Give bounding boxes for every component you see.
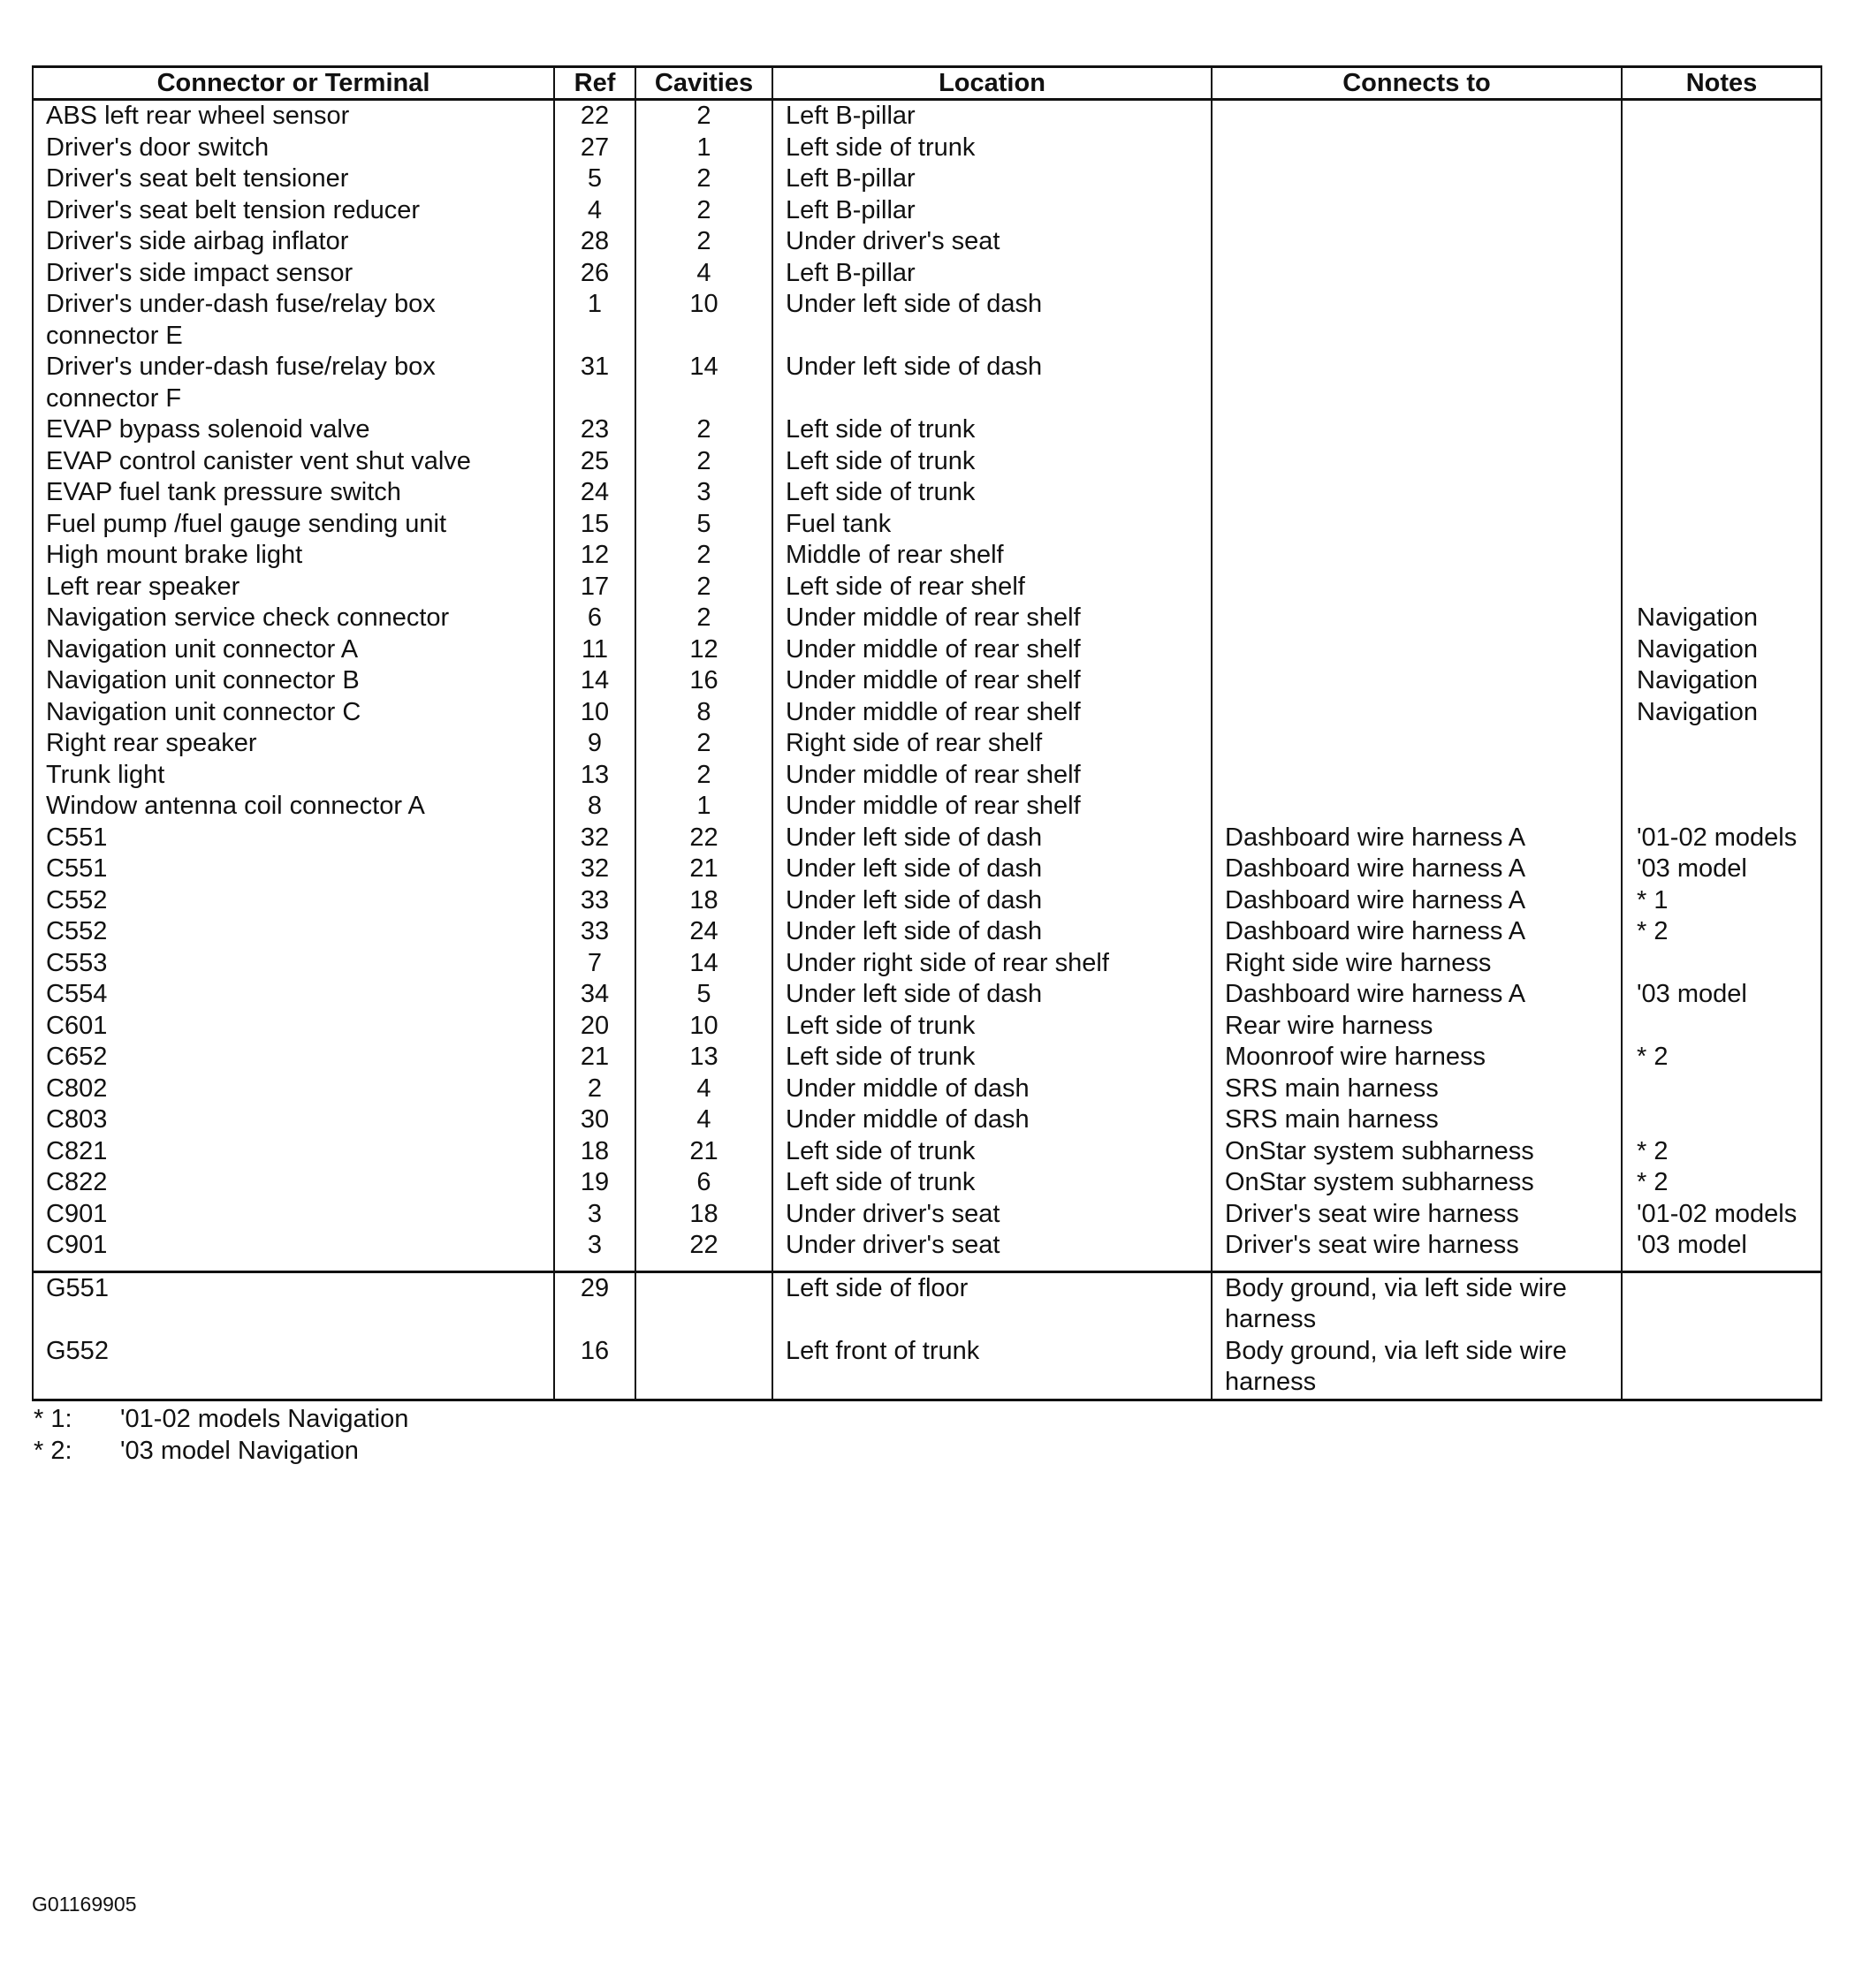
footnote-text: '01-02 models Navigation	[120, 1404, 409, 1433]
cell-cavities	[635, 1271, 772, 1336]
footnote-text: '03 model Navigation	[120, 1436, 359, 1465]
cell-ref: 17	[554, 572, 635, 603]
cell-notes: * 2	[1622, 1167, 1821, 1199]
cell-location: Under left side of dash	[772, 979, 1212, 1011]
cell-ref: 5	[554, 163, 635, 195]
cell-cavities: 10	[635, 1011, 772, 1043]
cell-connector: C821	[33, 1136, 554, 1168]
cell-connector: Driver's side impact sensor	[33, 258, 554, 290]
cell-connects-to: Moonroof wire harness	[1212, 1042, 1622, 1074]
table-row	[33, 603, 1821, 634]
cell-location: Under driver's seat	[772, 226, 1212, 258]
cell-connects-to: Dashboard wire harness A	[1212, 979, 1622, 1011]
cell-location: Left B-pillar	[772, 258, 1212, 290]
cell-cavities: 2	[635, 195, 772, 227]
cell-cavities: 10	[635, 289, 772, 352]
table-row	[33, 823, 1821, 854]
cell-ref: 18	[554, 1136, 635, 1168]
cell-connects-to	[1212, 258, 1622, 290]
table-row	[33, 1167, 1821, 1199]
table-row	[33, 540, 1821, 572]
cell-connector: High mount brake light	[33, 540, 554, 572]
cell-connects-to	[1212, 540, 1622, 572]
table-header-row	[33, 67, 1821, 100]
cell-connector: Driver's door switch	[33, 133, 554, 164]
cell-cavities: 21	[635, 854, 772, 885]
cell-notes	[1622, 540, 1821, 572]
cell-connector: Left rear speaker	[33, 572, 554, 603]
cell-connector: C803	[33, 1104, 554, 1136]
table-row	[33, 1136, 1821, 1168]
cell-notes	[1622, 133, 1821, 164]
cell-ref: 3	[554, 1230, 635, 1271]
cell-cavities: 4	[635, 258, 772, 290]
cell-connector: ABS left rear wheel sensor	[33, 100, 554, 133]
cell-location: Left side of trunk	[772, 1042, 1212, 1074]
cell-cavities: 4	[635, 1074, 772, 1105]
cell-location: Left B-pillar	[772, 195, 1212, 227]
cell-ref: 9	[554, 728, 635, 760]
footnote-key: * 1:	[34, 1404, 72, 1433]
cell-connects-to	[1212, 728, 1622, 760]
cell-location: Left side of trunk	[772, 477, 1212, 509]
footnote-2	[32, 1435, 1821, 1467]
cell-location: Under left side of dash	[772, 885, 1212, 917]
table-row	[33, 226, 1821, 258]
cell-notes	[1622, 509, 1821, 541]
table-row	[33, 133, 1821, 164]
header-notes: Notes	[1622, 67, 1821, 100]
table-row	[33, 979, 1821, 1011]
cell-notes: Navigation	[1622, 603, 1821, 634]
connector-table	[32, 65, 1822, 1401]
cell-connector: Navigation unit connector A	[33, 634, 554, 666]
cell-cavities: 2	[635, 603, 772, 634]
cell-notes	[1622, 1074, 1821, 1105]
cell-location: Under left side of dash	[772, 916, 1212, 948]
cell-cavities: 5	[635, 509, 772, 541]
cell-connects-to	[1212, 603, 1622, 634]
cell-location: Left side of trunk	[772, 414, 1212, 446]
cell-ref: 31	[554, 352, 635, 414]
cell-connector: Driver's side airbag inflator	[33, 226, 554, 258]
cell-location: Under left side of dash	[772, 854, 1212, 885]
table-row	[33, 728, 1821, 760]
cell-connector: C553	[33, 948, 554, 980]
cell-location: Under middle of dash	[772, 1104, 1212, 1136]
cell-notes	[1622, 572, 1821, 603]
cell-cavities: 3	[635, 477, 772, 509]
cell-cavities: 14	[635, 352, 772, 414]
cell-location: Under middle of dash	[772, 1074, 1212, 1105]
cell-notes	[1622, 446, 1821, 478]
table-row	[33, 195, 1821, 227]
cell-location: Left B-pillar	[772, 100, 1212, 133]
cell-ref: 34	[554, 979, 635, 1011]
cell-notes: Navigation	[1622, 697, 1821, 729]
cell-ref: 33	[554, 885, 635, 917]
cell-connects-to	[1212, 163, 1622, 195]
cell-cavities: 2	[635, 100, 772, 133]
cell-cavities: 2	[635, 760, 772, 792]
cell-notes: '03 model	[1622, 854, 1821, 885]
cell-connector: EVAP bypass solenoid valve	[33, 414, 554, 446]
cell-cavities: 18	[635, 1199, 772, 1231]
cell-notes	[1622, 948, 1821, 980]
cell-ref: 25	[554, 446, 635, 478]
cell-connects-to: SRS main harness	[1212, 1074, 1622, 1105]
cell-cavities: 14	[635, 948, 772, 980]
cell-connects-to	[1212, 446, 1622, 478]
cell-location: Left front of trunk	[772, 1336, 1212, 1400]
cell-ref: 24	[554, 477, 635, 509]
cell-location: Left side of trunk	[772, 133, 1212, 164]
cell-notes	[1622, 728, 1821, 760]
cell-connects-to	[1212, 352, 1622, 414]
cell-ref: 8	[554, 791, 635, 823]
cell-ref: 23	[554, 414, 635, 446]
cell-location: Right side of rear shelf	[772, 728, 1212, 760]
cell-ref: 14	[554, 665, 635, 697]
cell-notes: * 2	[1622, 1042, 1821, 1074]
cell-notes	[1622, 1011, 1821, 1043]
cell-location: Under left side of dash	[772, 823, 1212, 854]
table-row	[33, 1074, 1821, 1105]
cell-notes	[1622, 195, 1821, 227]
cell-location: Under left side of dash	[772, 352, 1212, 414]
cell-connector: Navigation unit connector C	[33, 697, 554, 729]
cell-notes: * 2	[1622, 1136, 1821, 1168]
cell-ref: 16	[554, 1336, 635, 1400]
table-row	[33, 509, 1821, 541]
header-ref: Ref	[554, 67, 635, 100]
cell-cavities: 2	[635, 414, 772, 446]
cell-location: Under driver's seat	[772, 1230, 1212, 1271]
footnote-1	[32, 1403, 1821, 1435]
cell-connects-to: Dashboard wire harness A	[1212, 885, 1622, 917]
cell-location: Middle of rear shelf	[772, 540, 1212, 572]
ground-row	[33, 1271, 1821, 1336]
cell-ref: 30	[554, 1104, 635, 1136]
table-row	[33, 1104, 1821, 1136]
table-row	[33, 1230, 1821, 1271]
cell-location: Left side of floor	[772, 1271, 1212, 1336]
cell-notes	[1622, 289, 1821, 352]
cell-connects-to: OnStar system subharness	[1212, 1136, 1622, 1168]
cell-location: Under middle of rear shelf	[772, 791, 1212, 823]
cell-connector: Right rear speaker	[33, 728, 554, 760]
cell-ref: 21	[554, 1042, 635, 1074]
cell-notes: * 2	[1622, 916, 1821, 948]
cell-cavities: 8	[635, 697, 772, 729]
cell-ref: 32	[554, 823, 635, 854]
cell-ref: 28	[554, 226, 635, 258]
cell-ref: 4	[554, 195, 635, 227]
cell-cavities: 16	[635, 665, 772, 697]
cell-connects-to	[1212, 133, 1622, 164]
cell-connector: C552	[33, 916, 554, 948]
table-row	[33, 258, 1821, 290]
cell-ref: 15	[554, 509, 635, 541]
cell-cavities: 18	[635, 885, 772, 917]
cell-ref: 32	[554, 854, 635, 885]
cell-connector: C802	[33, 1074, 554, 1105]
cell-ref: 33	[554, 916, 635, 948]
cell-ref: 19	[554, 1167, 635, 1199]
cell-ref: 1	[554, 289, 635, 352]
cell-connects-to: Right side wire harness	[1212, 948, 1622, 980]
cell-connects-to	[1212, 226, 1622, 258]
cell-location: Under middle of rear shelf	[772, 665, 1212, 697]
cell-notes: * 1	[1622, 885, 1821, 917]
table-row	[33, 948, 1821, 980]
cell-cavities: 2	[635, 728, 772, 760]
cell-connector: C652	[33, 1042, 554, 1074]
cell-connector: C552	[33, 885, 554, 917]
cell-location: Left side of trunk	[772, 1136, 1212, 1168]
cell-location: Left side of trunk	[772, 1167, 1212, 1199]
cell-ref: 12	[554, 540, 635, 572]
cell-ref: 11	[554, 634, 635, 666]
cell-cavities: 21	[635, 1136, 772, 1168]
cell-connector: Window antenna coil connector A	[33, 791, 554, 823]
cell-connector: Driver's seat belt tensioner	[33, 163, 554, 195]
cell-cavities: 2	[635, 540, 772, 572]
cell-notes: '01-02 models	[1622, 823, 1821, 854]
cell-notes	[1622, 1104, 1821, 1136]
cell-ref: 7	[554, 948, 635, 980]
cell-connector: C901	[33, 1199, 554, 1231]
cell-notes: '01-02 models	[1622, 1199, 1821, 1231]
cell-connector: Trunk light	[33, 760, 554, 792]
table-row	[33, 414, 1821, 446]
cell-connects-to	[1212, 634, 1622, 666]
cell-connector: Driver's seat belt tension reducer	[33, 195, 554, 227]
header-connector: Connector or Terminal	[33, 67, 554, 100]
cell-connects-to	[1212, 697, 1622, 729]
cell-notes	[1622, 414, 1821, 446]
cell-ref: 3	[554, 1199, 635, 1231]
table-row	[33, 854, 1821, 885]
cell-cavities: 2	[635, 572, 772, 603]
cell-connector: Navigation service check connector	[33, 603, 554, 634]
cell-connector: EVAP fuel tank pressure switch	[33, 477, 554, 509]
cell-cavities: 22	[635, 1230, 772, 1271]
cell-connects-to: Body ground, via left side wire harness	[1212, 1336, 1622, 1400]
cell-connects-to: Dashboard wire harness A	[1212, 854, 1622, 885]
cell-connects-to	[1212, 572, 1622, 603]
cell-connects-to	[1212, 414, 1622, 446]
cell-notes	[1622, 163, 1821, 195]
ground-rows	[33, 1271, 1821, 1400]
cell-notes: '03 model	[1622, 1230, 1821, 1271]
cell-notes	[1622, 100, 1821, 133]
table-row	[33, 916, 1821, 948]
cell-location: Under middle of rear shelf	[772, 697, 1212, 729]
cell-notes: '03 model	[1622, 979, 1821, 1011]
table-row	[33, 1042, 1821, 1074]
cell-ref: 26	[554, 258, 635, 290]
cell-connects-to	[1212, 289, 1622, 352]
cell-connects-to	[1212, 791, 1622, 823]
cell-connects-to: Rear wire harness	[1212, 1011, 1622, 1043]
cell-connects-to	[1212, 195, 1622, 227]
cell-connector: C822	[33, 1167, 554, 1199]
cell-location: Under left side of dash	[772, 289, 1212, 352]
cell-notes: Navigation	[1622, 634, 1821, 666]
cell-cavities: 13	[635, 1042, 772, 1074]
cell-ref: 10	[554, 697, 635, 729]
cell-notes	[1622, 226, 1821, 258]
table-row	[33, 446, 1821, 478]
cell-connector: Driver's under-dash fuse/relay box connector F	[33, 352, 554, 414]
cell-cavities: 6	[635, 1167, 772, 1199]
cell-connects-to: Dashboard wire harness A	[1212, 823, 1622, 854]
table-row	[33, 885, 1821, 917]
cell-cavities: 5	[635, 979, 772, 1011]
cell-location: Under right side of rear shelf	[772, 948, 1212, 980]
cell-cavities: 1	[635, 133, 772, 164]
footnote-key: * 2:	[34, 1436, 72, 1465]
connector-table-document	[32, 65, 1821, 1467]
cell-connector: Driver's under-dash fuse/relay box connector E	[33, 289, 554, 352]
cell-cavities: 2	[635, 226, 772, 258]
cell-connects-to	[1212, 509, 1622, 541]
cell-location: Under middle of rear shelf	[772, 634, 1212, 666]
cell-connector: C554	[33, 979, 554, 1011]
cell-cavities: 2	[635, 446, 772, 478]
cell-connects-to: Driver's seat wire harness	[1212, 1199, 1622, 1231]
table-row	[33, 572, 1821, 603]
table-row	[33, 760, 1821, 792]
cell-connector: G551	[33, 1271, 554, 1336]
cell-connector: Fuel pump /fuel gauge sending unit	[33, 509, 554, 541]
cell-location: Left B-pillar	[772, 163, 1212, 195]
cell-connector: C551	[33, 854, 554, 885]
header-connects-to: Connects to	[1212, 67, 1622, 100]
figure-code: G01169905	[32, 1893, 137, 1916]
cell-connects-to	[1212, 100, 1622, 133]
footnotes	[32, 1403, 1821, 1467]
cell-cavities: 4	[635, 1104, 772, 1136]
cell-notes: Navigation	[1622, 665, 1821, 697]
table-row	[33, 634, 1821, 666]
cell-location: Under middle of rear shelf	[772, 760, 1212, 792]
cell-connector: C901	[33, 1230, 554, 1271]
ground-row	[33, 1336, 1821, 1400]
cell-cavities	[635, 1336, 772, 1400]
table-row	[33, 1011, 1821, 1043]
cell-ref: 20	[554, 1011, 635, 1043]
cell-ref: 27	[554, 133, 635, 164]
cell-location: Under driver's seat	[772, 1199, 1212, 1231]
cell-cavities: 12	[635, 634, 772, 666]
cell-connects-to	[1212, 760, 1622, 792]
connector-rows	[33, 100, 1821, 1272]
table-row	[33, 791, 1821, 823]
table-row	[33, 100, 1821, 133]
cell-notes	[1622, 1336, 1821, 1400]
cell-location: Under middle of rear shelf	[772, 603, 1212, 634]
cell-connects-to: OnStar system subharness	[1212, 1167, 1622, 1199]
cell-cavities: 1	[635, 791, 772, 823]
cell-connects-to: SRS main harness	[1212, 1104, 1622, 1136]
cell-connector: C601	[33, 1011, 554, 1043]
cell-notes	[1622, 1271, 1821, 1336]
cell-connects-to	[1212, 665, 1622, 697]
cell-connector: Navigation unit connector B	[33, 665, 554, 697]
cell-notes	[1622, 791, 1821, 823]
table-row	[33, 477, 1821, 509]
table-row	[33, 352, 1821, 414]
cell-cavities: 24	[635, 916, 772, 948]
cell-ref: 2	[554, 1074, 635, 1105]
table-row	[33, 163, 1821, 195]
cell-ref: 22	[554, 100, 635, 133]
cell-location: Left side of rear shelf	[772, 572, 1212, 603]
cell-ref: 6	[554, 603, 635, 634]
cell-connects-to	[1212, 477, 1622, 509]
cell-location: Left side of trunk	[772, 1011, 1212, 1043]
table-row	[33, 665, 1821, 697]
cell-notes	[1622, 258, 1821, 290]
header-location: Location	[772, 67, 1212, 100]
cell-notes	[1622, 352, 1821, 414]
cell-notes	[1622, 477, 1821, 509]
cell-ref: 29	[554, 1271, 635, 1336]
cell-cavities: 2	[635, 163, 772, 195]
table-row	[33, 697, 1821, 729]
table-row	[33, 1199, 1821, 1231]
cell-connector: C551	[33, 823, 554, 854]
cell-ref: 13	[554, 760, 635, 792]
cell-notes	[1622, 760, 1821, 792]
table-row	[33, 289, 1821, 352]
cell-cavities: 22	[635, 823, 772, 854]
header-cavities: Cavities	[635, 67, 772, 100]
cell-connects-to: Body ground, via left side wire harness	[1212, 1271, 1622, 1336]
cell-location: Left side of trunk	[772, 446, 1212, 478]
cell-connector: G552	[33, 1336, 554, 1400]
cell-connector: EVAP control canister vent shut valve	[33, 446, 554, 478]
cell-connects-to: Driver's seat wire harness	[1212, 1230, 1622, 1271]
cell-connects-to: Dashboard wire harness A	[1212, 916, 1622, 948]
cell-location: Fuel tank	[772, 509, 1212, 541]
